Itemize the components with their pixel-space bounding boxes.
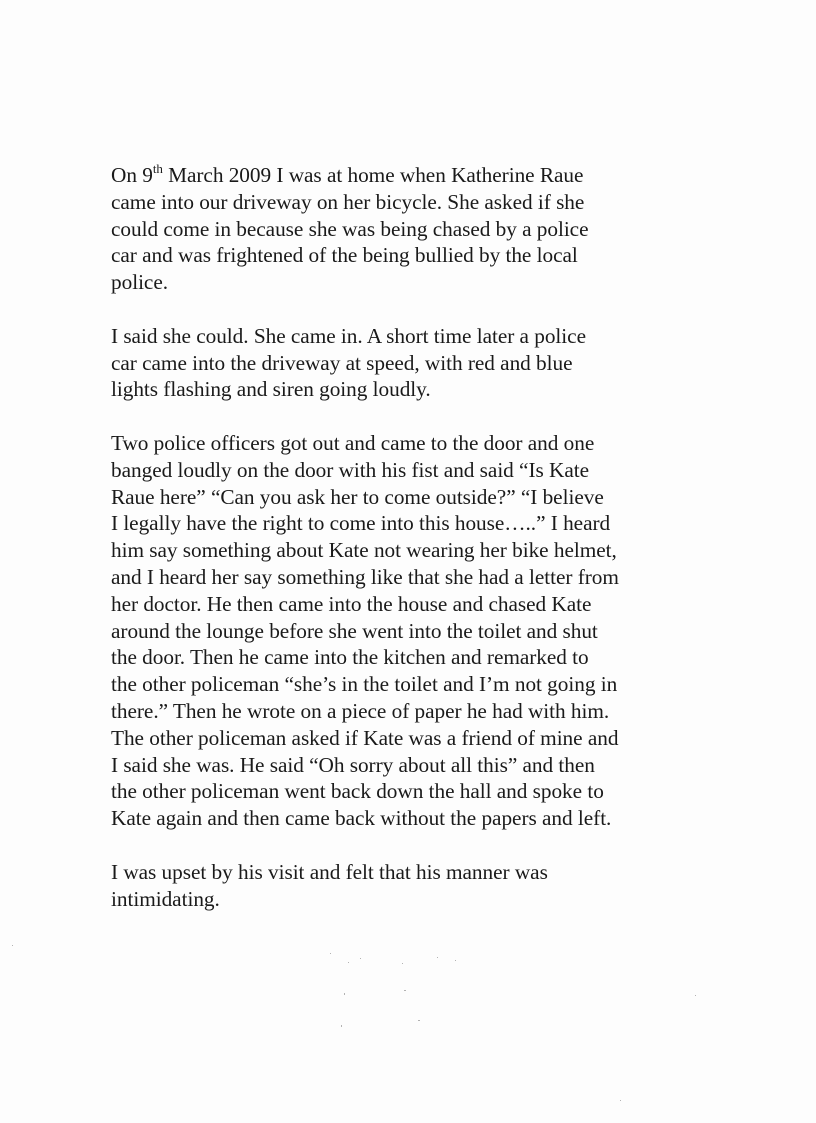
paragraph-2: I said she could. She came in. A short time later a police car came into the driveway at speed, with red and blue lights flashing and siren going loudly. — [111, 323, 586, 402]
paragraph-1-first-line: March 2009 I was at home when Katherine Raue — [162, 163, 584, 187]
scan-speck — [620, 1100, 621, 1101]
paragraph-1-rest: came into our driveway on her bicycle. She asked if she could come in because she was being chased by a police car and was frightened of the being bullied by the local police. — [111, 189, 589, 295]
scan-speck — [402, 963, 403, 964]
paragraph-1-date-prefix: On 9 — [111, 163, 153, 187]
paragraph-1 — [111, 162, 711, 296]
ordinal-suffix: th — [152, 160, 163, 176]
scan-speck — [360, 958, 361, 959]
scan-speck — [348, 962, 349, 963]
scan-speck — [455, 960, 456, 961]
scan-speck — [341, 1025, 342, 1027]
scan-speck — [12, 945, 13, 946]
paragraph-3: Two police officers got out and came to the door and one banged loudly on the door with his fist and said “Is Kate Raue here” “Can you ask her to come outside?” “I believe I legally have the right to come into this house…..” I heard him say something about Kate not wearing her bike helmet, and I heard her say something like that she had a letter from her doctor. He then came into the house and chased Kate around the lounge before she went into the toilet and shut the door. Then he came into the kitchen and remarked to the other policeman “she’s in the toilet and I’m not going in there.” Then he wrote on a piece of paper he had with him. The other policeman asked if Kate was a friend of mine and I said she was. He said “Oh sorry about all this” and then the other policeman went back down the hall and spoke to Kate again and then came back without the papers and left. — [111, 430, 619, 831]
scan-speck — [695, 995, 696, 996]
paragraph-4: I was upset by his visit and felt that his manner was intimidating. — [111, 859, 548, 911]
scan-speck — [437, 957, 438, 958]
scan-speck — [404, 990, 406, 991]
scan-speck — [344, 993, 345, 995]
statement-body — [111, 162, 711, 939]
scan-speck — [330, 953, 331, 954]
scan-speck — [418, 1020, 420, 1021]
